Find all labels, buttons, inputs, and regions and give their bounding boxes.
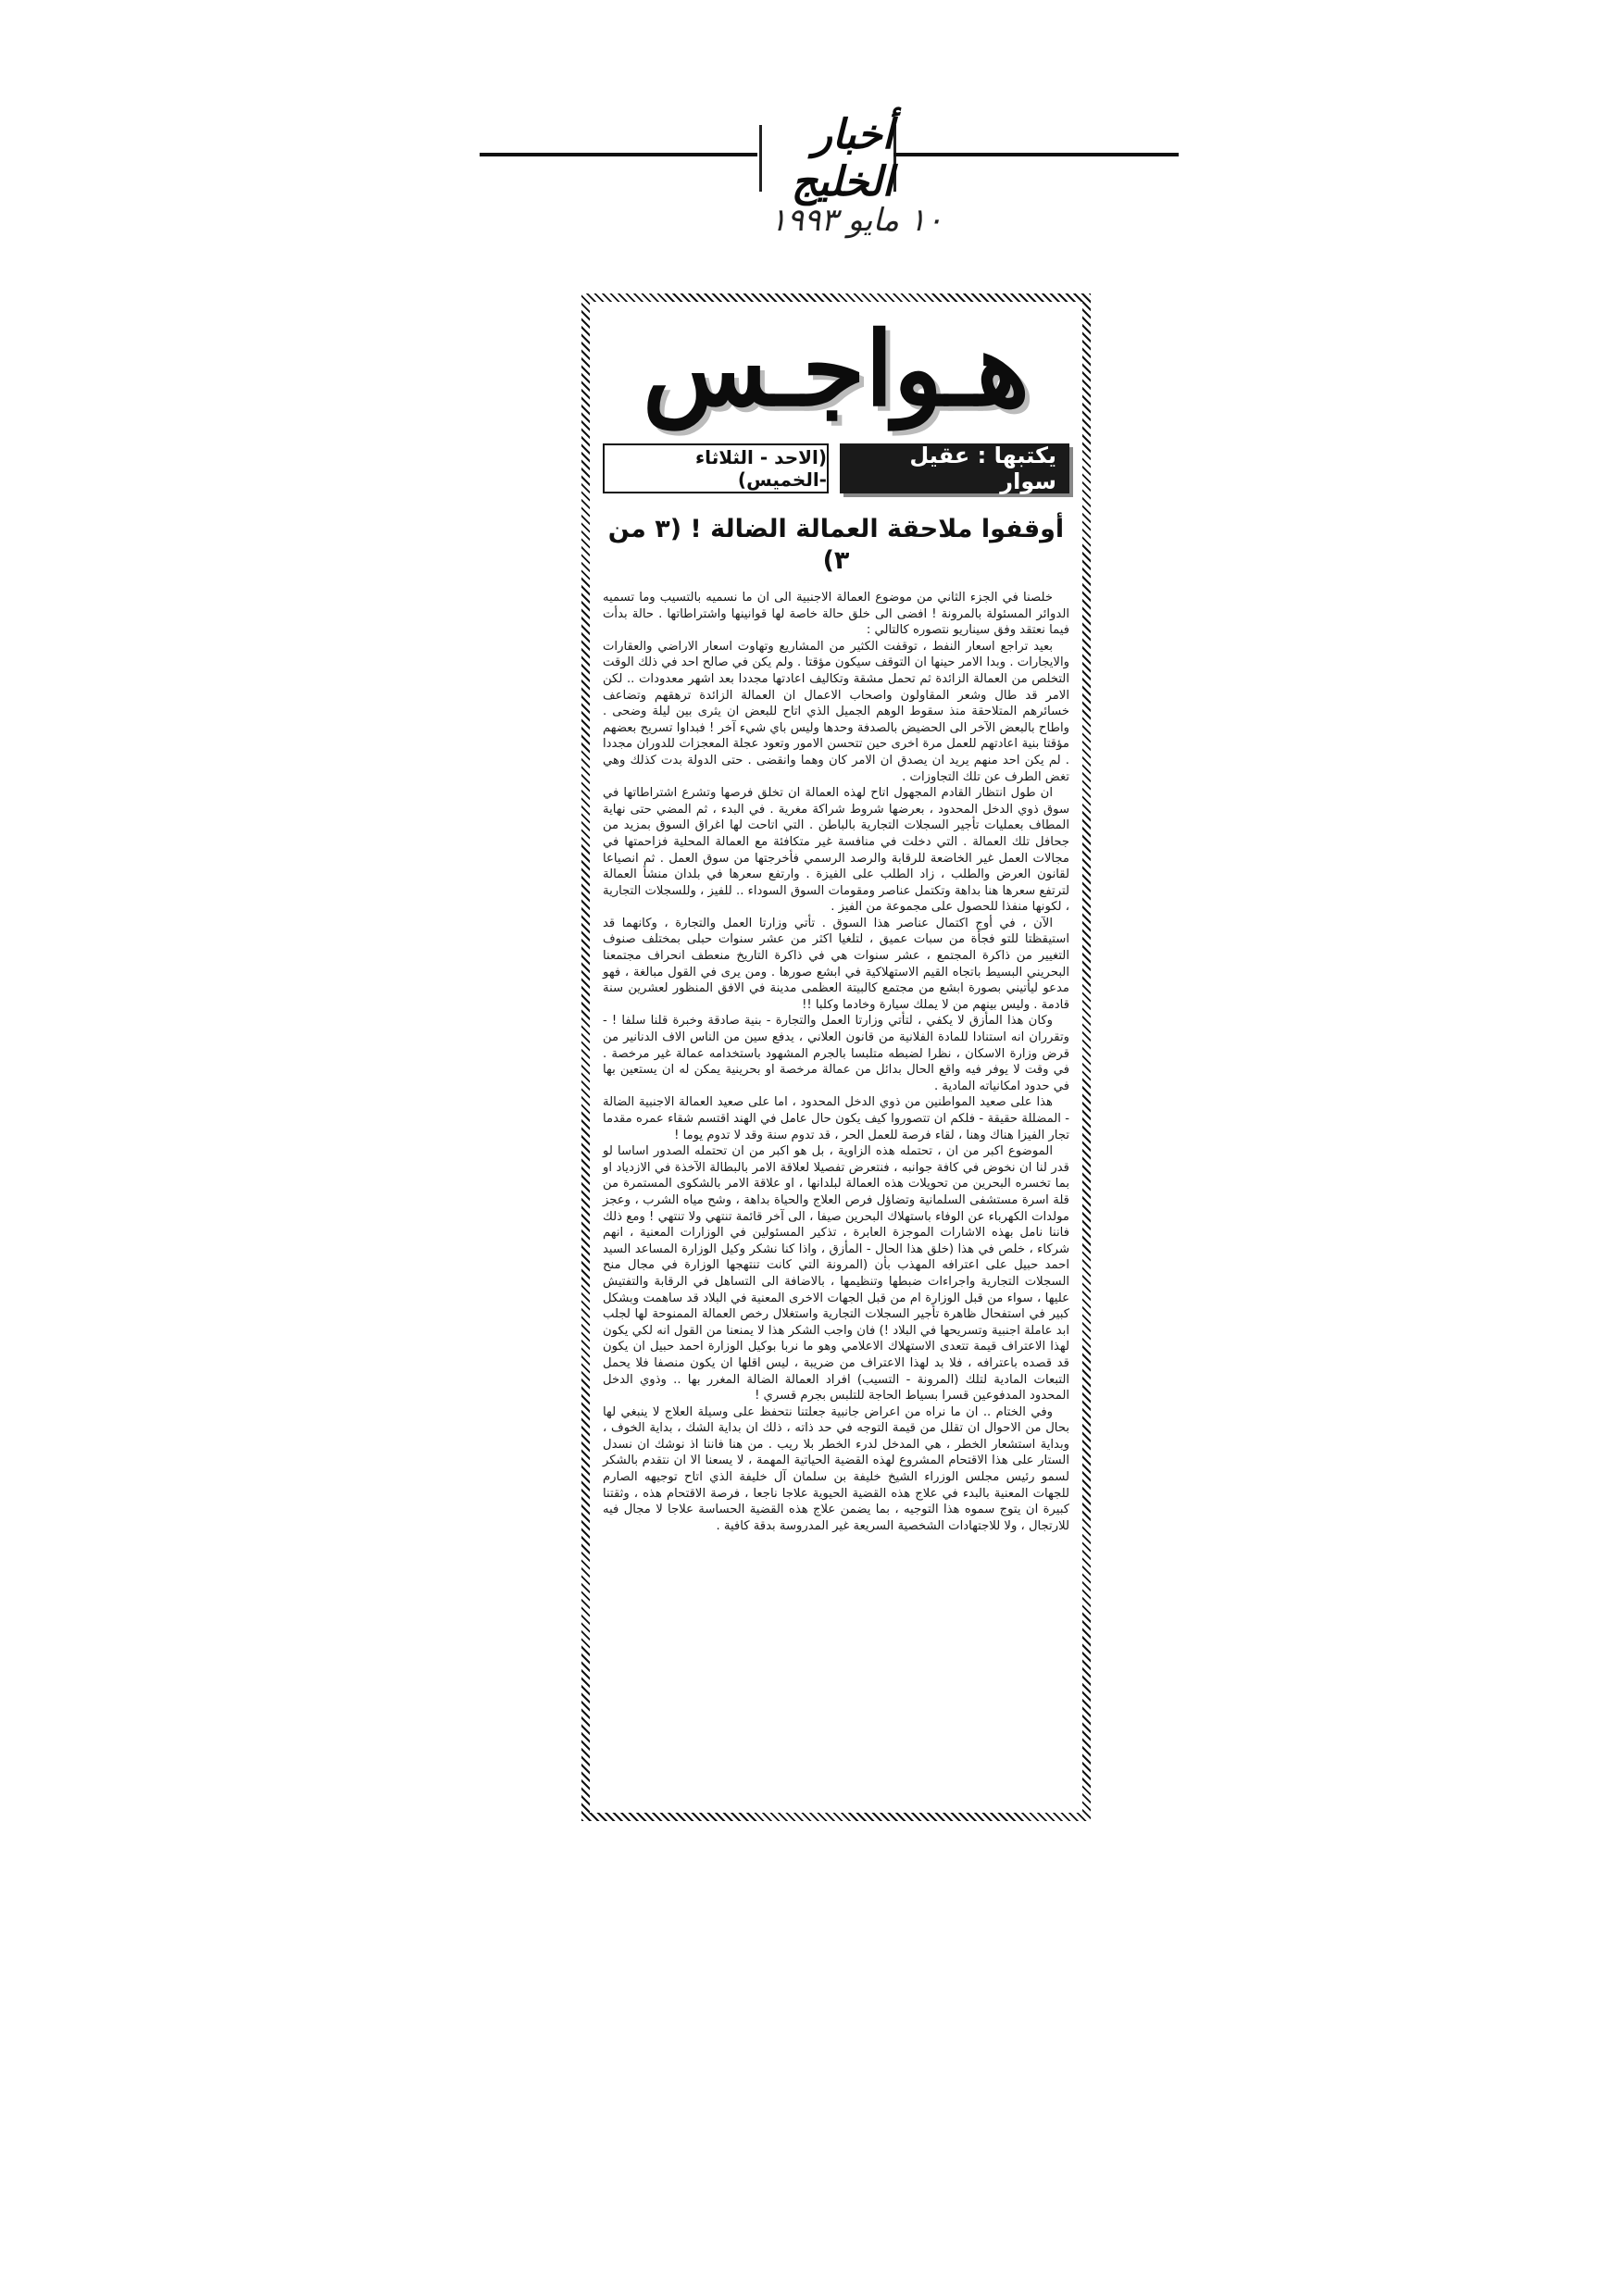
article-headline: أوقفوا ملاحقة العمالة الضالة ! (٣ من ٣) bbox=[607, 515, 1065, 575]
byline-row bbox=[603, 443, 1069, 493]
column-content bbox=[590, 302, 1082, 1813]
article-paragraph: خلصنا في الجزء الثاني من موضوع العمالة الاجنبية الى ان ما نسميه بالتسيب وما تسميه الدوائر المسئولة بالمرونة ! افضى الى خلق حالة خاصة لها قوانينها واشتراطاتها . حالة بدأت فيما نعتقد وفق سيناريو نتصوره كالتالي : bbox=[603, 591, 1069, 638]
article-body bbox=[603, 590, 1069, 1534]
masthead bbox=[759, 111, 896, 206]
publication-date: ١٠ مايو ١٩٩٣ bbox=[769, 202, 943, 239]
article-paragraph: هذا على صعيد المواطنين من ذوي الدخل المحدود ، اما على صعيد العمالة الاجنبية الضالة - المضللة حقيقة - فلكم ان تتصوروا كيف يكون حال عامل في الهند اقتسم شقاء عمره مقدما تجار الفيزا هناك وهنا ، لقاء فرصة للعمل الحر ، قد تدوم سنة وقد لا تدوم يوما ! bbox=[603, 1095, 1069, 1142]
publication-days: (الاحد - الثلاثاء -الخميس) bbox=[603, 443, 829, 493]
article-paragraph: الموضوع اكبر من ان ، تحتمله هذه الزاوية ، بل هو اكبر من ان تحتمله الصدور اساسا لو قدر لنا ان نخوض في كافة جوانبه ، فنتعرض تفصيلا لعلاقة الامر بالبطالة الآخذة في الازدياد او بما تخسره البحرين من تحويلات هذه العمالة لبلدانها ، او علاقة الامر بالشكوى المستمرة من قلة اسرة مستشفى السلمانية وتضاؤل فرص العلاج والحياة بداهة ، وشح مياه الشرب ، وعجز مولدات الكهرباء عن الوفاء باستهلاك البحرين صيفا ، الى آخر قائمة تنتهي ولا تنتهي ! ومع ذلك فاننا نامل بهذه الاشارات الموجزة العابرة ، تذكير المسئولين في الوزارات المعنية ، انهم شركاء ، خلص في هذا (خلق هذا الحال - المأزق ، واذا كنا نشكر وكيل الوزارة المساعد السيد احمد حبيل على اعترافه المهذب بأن (المرونة التي كانت تنتهجها الوزارة في مجال منح السجلات التجارية واجراءات ضبطها وتنظيمها ، بالاضافة الى التساهل في الرقابة والتفتيش عليها ، سواء من قبل الوزارة ام من قبل الجهات الاخرى المعنية في البلاد قد ساهمت وبشكل كبير في استفحال ظاهرة تأجير السجلات التجارية واستغلال رخص العمالة الممنوحة لها لجلب ابد عاملة اجنبية وتسريحها في البلاد !) فان واجب الشكر هذا لا يمنعنا من القول انه لكي يكون لهذا الاعتراف قيمة تتعدى الاستهلاك الاعلامي وهو ما نربا بوكيل الوزارة احمد حبيل ان يكون قد قصده باعترافه ، فلا بد لهذا الاعتراف من ضريبة ، ليس اقلها ان يكون منصفا فلا يحمل التبعات المادية لتلك (المرونة - التسيب) افراد العمالة الضالة المغرر بها .. وذوي الدخل المحدود المدفوعين قسرا بسياط الحاجة للتلبس بجرم قسري ! bbox=[603, 1144, 1069, 1404]
masthead-rule-right bbox=[893, 153, 1179, 156]
masthead-rule-left bbox=[480, 153, 757, 156]
article-paragraph: الآن ، في أوج اكتمال عناصر هذا السوق . تأتي وزارتا العمل والتجارة ، وكانهما قد استيقظتا للتو فجأة من سبات عميق ، لتلغيا اكثر من عشر سنوات حبلى بمختلف صنوف التغيير من ذاكرة المجتمع ، عشر سنوات هي في ذاكرة التاريخ منعطف انحراف مجتمعنا البحريني البسيط باتجاه القيم الاستهلاكية في ابشع صورها . ومن يرى في القول مبالغة ، فهو مدعو ليأتيني بصورة ابشع من مجتمع كالبيتة العظمى مدينة في الافق المنظور لعشرين سنة قادمة . وليس بينهم من لا يملك سيارة وخادما وكلبا !! bbox=[603, 916, 1069, 1012]
column-title: هـواجـس bbox=[642, 309, 1031, 429]
newspaper-logo: أخبار الخليج bbox=[791, 111, 893, 206]
article-paragraph: وفي الختام .. ان ما نراه من اعراض جانبية جعلتنا نتحفظ على وسيلة العلاج لا ينبغي لها بحال من الاحوال ان تقلل من قيمة التوجه في حد ذاته ، ذلك ان بداية الشك ، بداية الخوف ، وبداية استشعار الخطر ، هي المدخل لدرء الخطر بلا ريب . من هنا فاننا اذ نوشك ان نسدل الستار على هذا الاقتحام المشروع لهذه القضية الحياتية المهمة ، لا يسعنا الا ان نتقدم بالشكر لسمو رئيس مجلس الوزراء الشيخ خليفة بن سلمان آل خليفة الذي اتاح توجيهه الصارم للجهات المعنية بالبدء في علاج هذه القضية الحيوية علاجا ناجعا ، فرصة الاقتحام هذه ، وثقتنا كبيرة ان يتوج سموه هذا التوجيه ، بما يضمن علاج هذه القضية الحساسة علاجا لا مجال فيه للارتجال ، ولا للاجتهادات الشخصية السريعة غير المدروسة بدقة كافية . bbox=[603, 1404, 1069, 1533]
article-paragraph: وكان هذا المأزق لا يكفي ، لتأتي وزارتا العمل والتجارة - بنية صادقة وخبرة قلنا سلفا ! - وتقرران انه استنادا للمادة الفلانية من قانون العلاني ، يدفع سين من الناس الاف الدنانير من قرض وزارة الاسكان ، نظرا لضبطه متلبسا بالجرم المشهود باستخدامه عمالة غير مرخصة . في وقت لا يوفر فيه واقع الحال بدائل من عمالة مرخصة او بحرينية يمكن له ان يستعين بها في حدود امكانياته المادية . bbox=[603, 1014, 1069, 1093]
article-paragraph: ان طول انتظار القادم المجهول اتاح لهذه العمالة ان تخلق فرصها وتشرع اشتراطاتها في سوق ذوي الدخل المحدود ، بعرضها شروط شراكة مغرية . في البدء ، ثم المضي حتى نهاية المطاف بعمليات تأجير السجلات التجارية بالباطن . التي اتاحت لها اغراق السوق بمزيد من جحافل تلك العمالة . التي دخلت في منافسة غير متكافئة مع العمالة المحلية فزاحمتها في مجالات العمل غير الخاضعة للرقابة والرصد الرسمي فأخرجتها من سوق العمل . ثم انصياعا لقانون العرض والطلب ، زاد الطلب على الفيزة . وارتفع سعرها في بلدان منشأ العمالة لترتفع سعرها هنا بداهة وتكتمل عناصر ومقومات السوق السوداء .. للفيز ، وللسجلات التجارية ، لكونها منفذا للحصول على مجموعة من الفيز . bbox=[603, 786, 1069, 915]
author-byline: يكتبها : عقيل سوار bbox=[840, 443, 1069, 493]
column-frame bbox=[581, 293, 1091, 1821]
article-paragraph: بعيد تراجع اسعار النفط ، توقفت الكثير من المشاريع وتهاوت اسعار الاراضي والعقارات والايجارات . وبدا الامر حينها ان التوقف سيكون مؤقتا . ولم يكن في صالح احد في ذلك الوقت التخلص من العمالة الزائدة ثم تحمل مشقة وتكاليف اعادتها مجددا بعد اشهر معدودات .. لكن الامر قد طال وشعر المقاولون واصحاب الاعمال ان العمالة الزائدة ترهقهم وتضاعف خسائرهم المتلاحقة منذ سقوط الوهم الجميل الذي اتاح للبعض ان يثرى بين ليلة وضحى . واطاح بالبعض الآخر الى الحضيض بالصدفة وحدها وليس باي شيء آخر ! فبداوا تسريح بعضهم مؤقتا بنية اعادتهم للعمل مرة اخرى حين تتحسن الامور وتعود عجلة المعجزات للدوران مجددا . لم يكن احد منهم يريد ان يصدق ان الامر كان وهما وانقضى . حتى الدولة بدت كذلك وهي تغض الطرف عن تلك التجاوزات . bbox=[603, 639, 1069, 784]
